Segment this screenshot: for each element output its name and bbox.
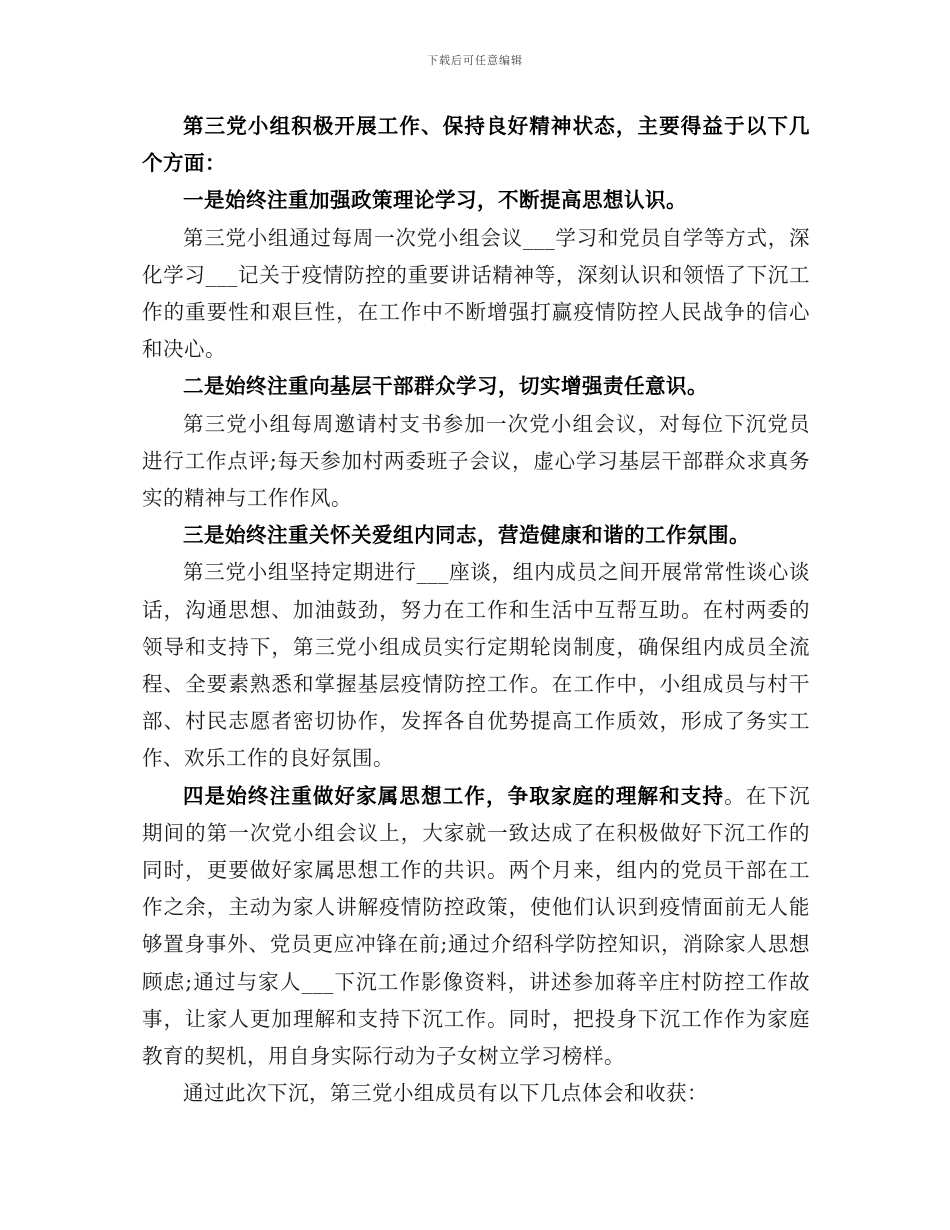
section-body-2: 第三党小组每周邀请村支书参加一次党小组会议，对每位下沉党员进行工作点评;每天参加村两委班子会议，虚心学习基层干部群众求真务实的精神与工作作风。 (142, 411, 810, 511)
closing-paragraph: 通过此次下沉，第三党小组成员有以下几点体会和收获： (183, 1081, 708, 1106)
intro-paragraph: 第三党小组积极开展工作、保持良好精神状态，主要得益于以下几个方面： (142, 114, 810, 176)
section-4-paragraph (142, 778, 810, 1076)
section-heading-3: 三是始终注重关怀关爱组内同志，营造健康和谐的工作氛围。 (183, 523, 750, 548)
section-heading-2: 二是始终注重向基层干部群众学习，切实增强责任意识。 (183, 374, 708, 399)
section-heading-1: 一是始终注重加强政策理论学习，不断提高思想认识。 (183, 188, 687, 213)
page-header-note: 下载后可任意编辑 (427, 54, 523, 67)
section-body-1: 第三党小组通过每周一次党小组会议___学习和党员自学等方式，深化学习___记关于疫情防控的重要讲话精神等，深刻认识和领悟了下沉工作的重要性和艰巨性，在工作中不断增强打赢疫情防控人民战争的信心和决心。 (142, 225, 810, 362)
section-heading-4: 四是始终注重做好家属思想工作，争取家庭的理解和支持 (183, 783, 725, 808)
document-body (142, 108, 810, 1112)
section-body-3: 第三党小组坚持定期进行___座谈，组内成员之间开展常常性谈心谈话，沟通思想、加油鼓劲，努力在工作和生活中互帮互助。在村两委的领导和支持下，第三党小组成员实行定期轮岗制度，确保组内成员全流程、全要素熟悉和掌握基层疫情防控工作。在工作中，小组成员与村干部、村民志愿者密切协作，发挥各自优势提高工作质效，形成了务实工作、欢乐工作的良好氛围。 (142, 560, 810, 771)
section-body-4: 。在下沉期间的第一次党小组会议上，大家就一致达成了在积极做好下沉工作的同时，更要做好家属思想工作的共识。两个月来，组内的党员干部在工作之余，主动为家人讲解疫情防控政策，使他们认识到疫情面前无人能够置身事外、党员更应冲锋在前;通过介绍科学防控知识，消除家人思想顾虑;通过与家人___下沉工作影像资料，讲述参加蒋辛庄村防控工作故事，让家人更加理解和支持下沉工作。同时，把投身下沉工作作为家庭教育的契机，用自身实际行动为子女树立学习榜样。 (142, 783, 811, 1069)
